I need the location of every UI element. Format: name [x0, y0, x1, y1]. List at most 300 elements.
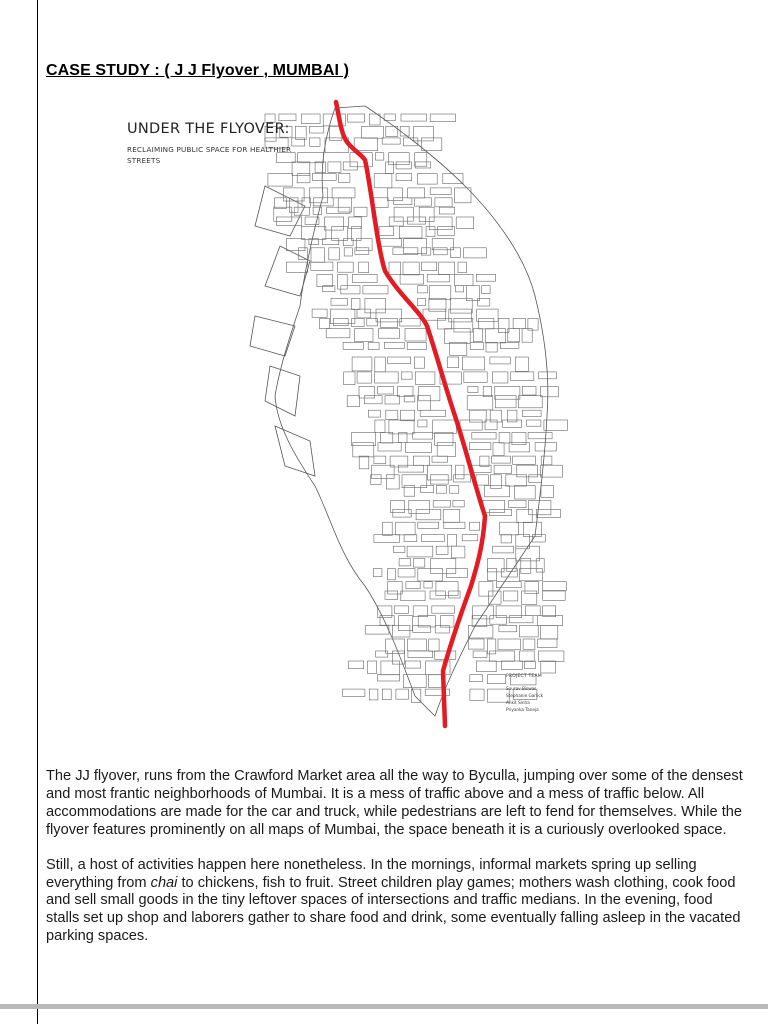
- city-block: [451, 248, 461, 258]
- city-block: [507, 559, 516, 572]
- flyover-route-line: [336, 102, 485, 726]
- city-block: [384, 114, 395, 121]
- body-text: [46, 768, 746, 963]
- city-block: [407, 342, 426, 349]
- city-block: [523, 639, 535, 649]
- city-block: [486, 342, 497, 352]
- city-block: [396, 174, 412, 181]
- city-block: [413, 626, 431, 633]
- city-block: [416, 509, 441, 519]
- city-block: [473, 329, 482, 342]
- city-block: [413, 456, 429, 465]
- city-block: [489, 651, 514, 661]
- city-block: [357, 309, 371, 318]
- city-block: [458, 262, 467, 273]
- city-block: [333, 318, 348, 325]
- city-block: [396, 522, 416, 535]
- city-block: [302, 114, 321, 124]
- city-block: [408, 188, 425, 198]
- project-team-heading: PROJECT TEAM: [506, 674, 542, 679]
- city-block: [493, 546, 514, 553]
- city-block: [386, 475, 399, 489]
- city-block: [381, 318, 398, 327]
- city-block: [357, 372, 371, 383]
- city-block: [488, 639, 496, 654]
- city-block: [454, 475, 471, 482]
- city-block: [325, 217, 344, 230]
- city-block: [509, 616, 533, 623]
- city-block: [503, 420, 522, 427]
- city-block: [369, 114, 380, 125]
- city-block: [404, 486, 415, 497]
- city-block: [462, 357, 484, 370]
- city-block: [375, 153, 383, 160]
- city-block: [430, 188, 451, 195]
- city-block: [374, 535, 400, 543]
- city-block: [518, 396, 542, 408]
- city-block: [480, 456, 489, 466]
- city-block: [464, 372, 487, 383]
- city-block: [485, 420, 497, 430]
- city-block: [378, 443, 401, 451]
- paragraph-2: [46, 857, 746, 947]
- city-block: [365, 626, 389, 635]
- city-block: [432, 606, 455, 613]
- city-block: [275, 198, 287, 209]
- city-block: [406, 443, 432, 453]
- city-block: [522, 591, 537, 604]
- city-block: [455, 274, 473, 285]
- city-block: [524, 661, 535, 669]
- city-block: [407, 546, 433, 557]
- city-block: [470, 675, 483, 682]
- city-block: [369, 689, 378, 700]
- city-block: [379, 227, 393, 236]
- city-block: [399, 227, 422, 239]
- city-block: [343, 689, 365, 696]
- page-margin-line: [37, 0, 38, 1024]
- city-block: [352, 357, 372, 371]
- city-block: [404, 239, 427, 254]
- city-block: [485, 486, 510, 497]
- city-block: [329, 248, 340, 260]
- city-block: [444, 522, 465, 528]
- city-block: [389, 153, 410, 165]
- city-block: [315, 162, 326, 172]
- city-block: [364, 396, 382, 404]
- city-block: [525, 582, 539, 594]
- city-block: [543, 606, 556, 617]
- city-block: [418, 396, 431, 411]
- city-block: [384, 342, 404, 348]
- map-title: UNDER THE FLYOVER:: [127, 121, 290, 137]
- city-block: [522, 386, 536, 395]
- city-block: [371, 475, 381, 485]
- city-block: [496, 582, 521, 588]
- city-block: [422, 262, 437, 271]
- city-block: [387, 188, 402, 201]
- street-map-drawing: [115, 96, 575, 736]
- city-block: [310, 188, 328, 203]
- city-block: [430, 114, 455, 122]
- city-block: [297, 174, 310, 183]
- city-block: [456, 217, 474, 229]
- city-block: [398, 569, 415, 577]
- city-block: [541, 486, 554, 498]
- city-block: [541, 465, 563, 477]
- city-block: [394, 606, 408, 613]
- city-block: [456, 465, 464, 479]
- city-block: [453, 500, 464, 507]
- city-block: [424, 582, 432, 588]
- city-block: [302, 198, 311, 208]
- city-block: [374, 174, 392, 188]
- city-block: [520, 651, 535, 662]
- city-block: [515, 357, 528, 371]
- city-block: [493, 443, 504, 456]
- city-block: [355, 248, 369, 255]
- city-block: [470, 689, 484, 700]
- city-block: [498, 639, 521, 650]
- city-block: [381, 661, 400, 675]
- map-subtitle: RECLAIMING PUBLIC SPACE FOR HEALTHIER STREETS: [127, 145, 292, 165]
- city-block: [313, 198, 333, 206]
- city-block: [362, 126, 384, 138]
- flyover-map: [115, 96, 575, 736]
- city-block: [389, 420, 414, 434]
- city-block: [407, 217, 425, 224]
- city-block: [312, 309, 327, 317]
- city-block: [479, 582, 493, 596]
- city-block: [375, 420, 385, 433]
- city-block: [403, 262, 419, 275]
- city-block: [286, 239, 305, 251]
- city-block: [532, 535, 545, 542]
- city-block: [490, 616, 507, 625]
- city-block: [347, 396, 359, 407]
- city-block: [383, 522, 393, 535]
- city-blocks: [265, 114, 568, 703]
- city-block: [404, 535, 417, 542]
- city-block: [500, 342, 519, 348]
- city-block: [421, 486, 434, 493]
- city-block: [415, 198, 432, 206]
- city-block: [488, 675, 506, 684]
- city-block: [394, 207, 413, 221]
- city-block: [355, 329, 373, 342]
- team-member: Sourav Biswas: [506, 686, 537, 691]
- city-block: [393, 509, 411, 517]
- city-block: [341, 286, 360, 294]
- city-block: [517, 465, 538, 477]
- city-block: [476, 475, 488, 485]
- city-block: [367, 661, 376, 673]
- city-block: [375, 372, 399, 383]
- city-block: [418, 569, 443, 581]
- city-block: [501, 535, 511, 543]
- city-block: [439, 207, 454, 214]
- city-block: [470, 522, 480, 530]
- city-block: [332, 188, 355, 198]
- city-block: [388, 569, 396, 580]
- city-block: [399, 559, 411, 566]
- city-block: [414, 126, 434, 141]
- city-block: [354, 207, 367, 216]
- city-block: [392, 626, 410, 637]
- city-block: [490, 357, 511, 364]
- city-block: [501, 661, 522, 669]
- city-block: [499, 432, 510, 443]
- city-block: [344, 248, 352, 256]
- city-block: [368, 342, 379, 349]
- city-block: [352, 274, 377, 282]
- city-block: [483, 500, 505, 512]
- city-block: [429, 217, 452, 230]
- city-block: [349, 661, 364, 669]
- city-block: [352, 298, 361, 309]
- city-block: [436, 582, 458, 596]
- city-block: [429, 286, 450, 300]
- city-block: [389, 217, 403, 226]
- city-block: [488, 569, 497, 581]
- city-block: [398, 386, 413, 396]
- city-block: [536, 509, 560, 517]
- city-block: [310, 138, 320, 146]
- city-block: [406, 582, 420, 589]
- city-block: [450, 486, 459, 494]
- paragraph-2-italic: chai: [150, 874, 178, 891]
- city-block: [469, 443, 491, 450]
- city-block: [328, 162, 341, 172]
- city-block: [499, 626, 517, 632]
- city-block: [326, 329, 350, 338]
- city-block: [540, 626, 558, 639]
- city-block: [494, 465, 511, 473]
- city-block: [401, 591, 425, 601]
- city-block: [332, 227, 348, 241]
- city-block: [375, 357, 386, 372]
- city-block: [403, 675, 426, 688]
- city-block: [413, 432, 433, 439]
- city-block: [363, 286, 388, 294]
- city-block: [415, 162, 431, 168]
- city-block: [419, 207, 434, 222]
- city-block: [490, 475, 501, 489]
- city-block: [359, 386, 375, 398]
- team-member: Stephanie Garlick: [506, 693, 544, 698]
- city-block: [527, 420, 541, 426]
- city-block: [519, 626, 538, 637]
- city-block: [528, 432, 552, 438]
- city-block: [419, 386, 440, 400]
- team-member: Priyanka Taneja: [506, 707, 539, 712]
- city-block: [353, 443, 374, 457]
- page-bottom-bar: [0, 1004, 768, 1009]
- city-block: [435, 626, 449, 633]
- city-block: [543, 591, 566, 600]
- city-block: [526, 606, 541, 616]
- city-block: [529, 475, 542, 483]
- city-block: [418, 286, 428, 293]
- city-block: [449, 309, 472, 322]
- city-block: [509, 500, 526, 507]
- city-block: [422, 535, 445, 542]
- city-block: [407, 639, 426, 651]
- city-block: [473, 651, 487, 657]
- city-block: [377, 675, 399, 681]
- city-block: [413, 559, 424, 568]
- city-block: [482, 286, 490, 294]
- city-block: [348, 114, 365, 122]
- city-block: [433, 420, 457, 433]
- city-block: [417, 298, 425, 305]
- city-block: [385, 591, 398, 599]
- city-block: [483, 386, 491, 396]
- city-block: [379, 329, 400, 339]
- city-block: [320, 318, 330, 328]
- city-block: [537, 616, 562, 626]
- city-block: [394, 198, 412, 205]
- city-block: [443, 174, 463, 184]
- city-block: [427, 274, 449, 282]
- city-block: [485, 329, 505, 343]
- city-block: [508, 329, 520, 342]
- city-block: [450, 342, 467, 355]
- city-block: [393, 546, 405, 552]
- city-block: [447, 357, 458, 368]
- city-block: [399, 616, 413, 631]
- city-block: [492, 456, 511, 463]
- city-block: [295, 126, 306, 139]
- city-block: [414, 357, 424, 368]
- city-block: [338, 274, 348, 289]
- city-block: [400, 318, 420, 326]
- city-block: [473, 606, 494, 619]
- city-block: [294, 207, 309, 215]
- city-block: [468, 639, 484, 649]
- city-block: [386, 162, 394, 174]
- city-block: [389, 262, 401, 275]
- city-block: [382, 138, 400, 144]
- paragraph-2-end: to chickens, fish to fruit. Street children play games; mothers wash clothing, cook food and sell small goods in the tiny leftover spaces of intersections and traffic medians. In the evening, food stalls set up shop and laborers gather to share food and drink, some eventually falling asleep in the vacated parking spaces.: [46, 874, 741, 945]
- city-block: [541, 386, 559, 396]
- city-block: [435, 198, 452, 207]
- city-block: [456, 286, 464, 292]
- city-block: [468, 386, 478, 392]
- city-block: [467, 396, 493, 410]
- city-block: [433, 500, 450, 507]
- city-block: [268, 174, 293, 187]
- city-block: [382, 689, 391, 700]
- city-block: [310, 126, 324, 133]
- city-block: [343, 162, 357, 170]
- city-block: [365, 298, 386, 313]
- city-block: [330, 309, 355, 324]
- city-block: [522, 410, 541, 416]
- city-block: [418, 522, 439, 528]
- city-block: [373, 569, 382, 577]
- city-block: [415, 372, 435, 384]
- city-block: [388, 582, 403, 594]
- city-block: [436, 486, 446, 494]
- city-block: [462, 535, 478, 541]
- city-block: [498, 318, 509, 332]
- city-block: [421, 248, 431, 255]
- city-block: [439, 262, 455, 275]
- city-block: [409, 500, 430, 513]
- city-block: [374, 198, 388, 208]
- city-block: [401, 114, 427, 121]
- city-block: [541, 456, 552, 465]
- city-block: [401, 410, 415, 421]
- city-block: [431, 559, 456, 574]
- city-block: [476, 274, 495, 281]
- city-block: [344, 372, 355, 385]
- city-block: [408, 651, 433, 658]
- city-block: [354, 138, 378, 151]
- city-block: [386, 410, 398, 419]
- city-block: [470, 342, 483, 349]
- city-block: [544, 420, 568, 430]
- city-block: [513, 456, 536, 464]
- city-block: [279, 114, 296, 121]
- city-block: [477, 309, 498, 321]
- page-heading: CASE STUDY : ( J J Flyover , MUMBAI ): [46, 62, 350, 79]
- city-block: [401, 372, 412, 379]
- city-block: [385, 396, 400, 404]
- city-block: [513, 318, 526, 328]
- city-block: [541, 661, 556, 673]
- city-block: [388, 357, 411, 364]
- city-block: [448, 535, 457, 547]
- city-block: [378, 386, 394, 394]
- city-block: [543, 582, 567, 591]
- city-block: [311, 248, 324, 262]
- city-block: [472, 432, 496, 439]
- city-block: [405, 661, 420, 668]
- city-block: [495, 396, 516, 408]
- city-block: [287, 262, 308, 272]
- city-block: [443, 509, 459, 522]
- city-block: [396, 689, 409, 699]
- city-block: [331, 298, 348, 305]
- city-block: [400, 274, 424, 284]
- city-block: [317, 274, 333, 286]
- project-team: [506, 674, 543, 713]
- city-block: [352, 432, 376, 445]
- city-block: [337, 262, 353, 272]
- city-block: [506, 475, 527, 486]
- city-block: [522, 329, 532, 343]
- city-block: [517, 509, 532, 522]
- city-block: [352, 318, 365, 326]
- city-block: [492, 372, 508, 383]
- city-block: [405, 329, 426, 341]
- city-block: [460, 420, 482, 430]
- city-block: [445, 329, 471, 344]
- city-block: [311, 262, 333, 270]
- city-block: [359, 262, 369, 273]
- city-block: [431, 475, 449, 484]
- city-block: [432, 456, 448, 462]
- city-block: [359, 456, 369, 469]
- city-block: [422, 138, 442, 151]
- city-block: [511, 372, 534, 381]
- city-block: [429, 639, 439, 651]
- city-block: [433, 248, 447, 255]
- city-block: [418, 420, 427, 427]
- paragraph-1: The JJ flyover, runs from the Crawford Market area all the way to Byculla, jumping over some of the densest and most frantic neighborhoods of Mumbai. It is a mess of traffic above and a mess of traffic below. All accommodations are made for the car and truck, while pedestrians are left to fend for themselves. While the flyover features prominently on all maps of Mumbai, the space beneath it is a curiously overlooked space.: [46, 768, 743, 838]
